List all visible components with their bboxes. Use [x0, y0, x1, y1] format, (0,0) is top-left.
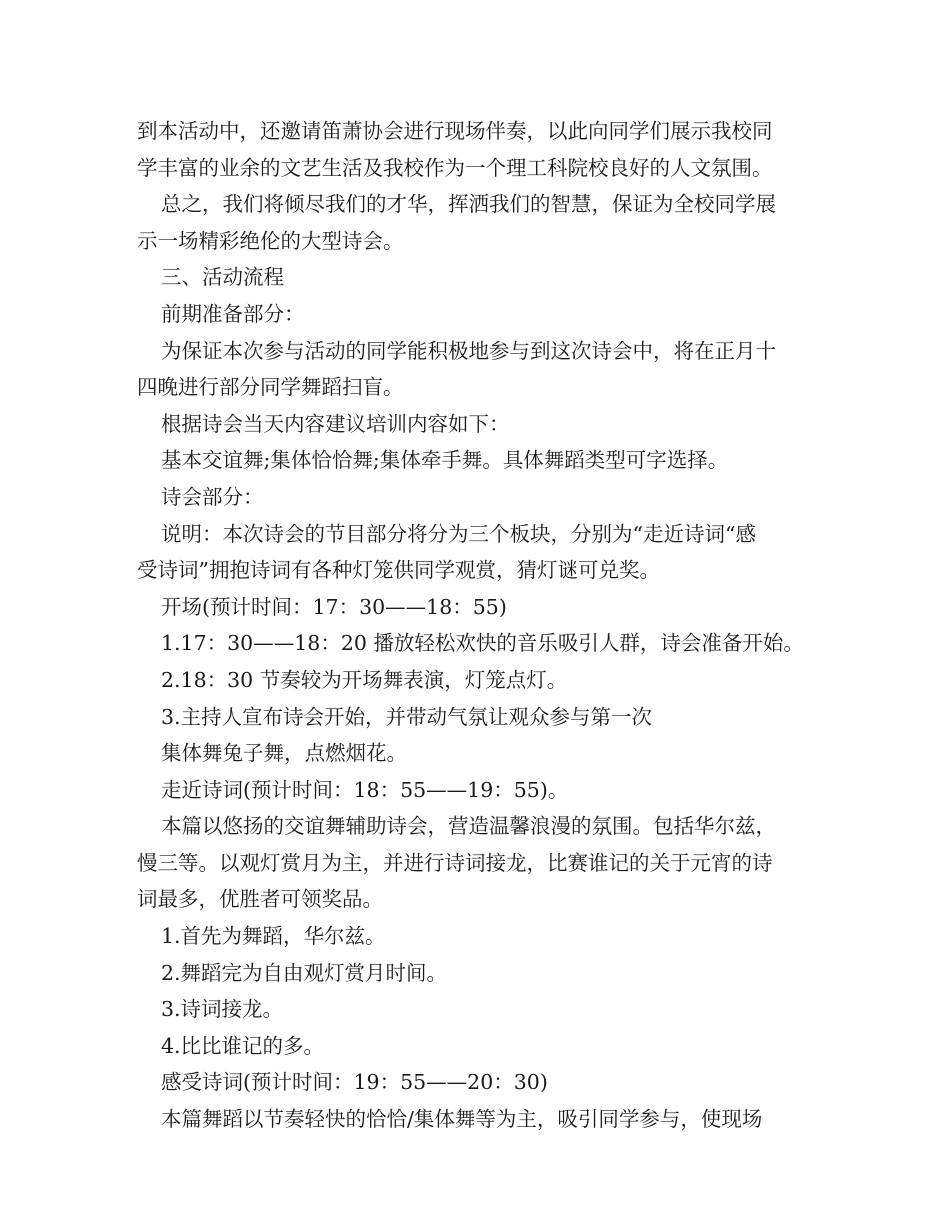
text-line: 基本交谊舞;集体恰恰舞;集体牵手舞。具体舞蹈类型可字选择。 [161, 448, 729, 473]
text-line: 4.比比谁记的多。 [161, 1033, 325, 1058]
document-body [137, 113, 817, 1138]
text-line: 2.舞蹈完为自由观灯赏月时间。 [161, 960, 448, 985]
text-line: 示一场精彩绝伦的大型诗会。 [137, 228, 404, 253]
text-line: 到本活动中，还邀请笛萧协会进行现场伴奏，以此向同学们展示我校同 [137, 119, 773, 143]
text-line: 三、活动流程 [161, 265, 284, 290]
text-line: 本篇舞蹈以节奏轻快的恰恰/集体舞等为主，吸引同学参与，使现场 [161, 1107, 763, 1132]
text-line: 根据诗会当天内容建议培训内容如下： [161, 411, 510, 436]
text-line: 3.主持人宣布诗会开始，并带动气氛让观众参与第一次 [161, 704, 653, 729]
text-line: 集体舞兔子舞，点燃烟花。 [161, 741, 407, 766]
text-line: 慢三等。以观灯赏月为主，并进行诗词接龙，比赛谁记的关于元宵的诗 [137, 850, 773, 875]
text-line: 四晚进行部分同学舞蹈扫盲。 [137, 375, 404, 400]
text-line: 本篇以悠扬的交谊舞辅助诗会，营造温馨浪漫的氛围。包括华尔兹， [161, 814, 776, 839]
text-line: 开场(预计时间：17：30——18：55) [161, 594, 507, 619]
text-line: 诗会部分： [161, 484, 264, 509]
text-line: 总之，我们将倾尽我们的才华，挥洒我们的智慧，保证为全校同学展 [161, 192, 776, 217]
text-line: 为保证本次参与活动的同学能积极地参与到这次诗会中，将在正月十 [161, 338, 776, 363]
text-line: 感受诗词(预计时间：19：55——20：30) [161, 1070, 548, 1095]
text-line: 说明：本次诗会的节目部分将分为三个板块，分别为“走近诗词“感 [161, 521, 756, 546]
text-line: 1.17：30——18：20 播放轻松欢快的音乐吸引人群，诗会准备开始。 [161, 631, 804, 656]
text-line: 3.诗词接龙。 [161, 997, 284, 1022]
text-line: 走近诗词(预计时间：18：55——19：55)。 [161, 777, 569, 802]
text-line: 学丰富的业余的文艺生活及我校作为一个理工科院校良好的人文氛围。 [137, 155, 773, 180]
text-line: 1.首先为舞蹈，华尔兹。 [161, 924, 386, 949]
text-line: 前期准备部分： [161, 301, 305, 326]
text-line: 词最多，优胜者可领奖品。 [137, 887, 383, 912]
text-line: 受诗词”拥抱诗词有各种灯笼供同学观赏，猜灯谜可兑奖。 [137, 558, 660, 583]
text-line: 2.18：30 节奏较为开场舞表演，灯笼点灯。 [161, 667, 568, 692]
